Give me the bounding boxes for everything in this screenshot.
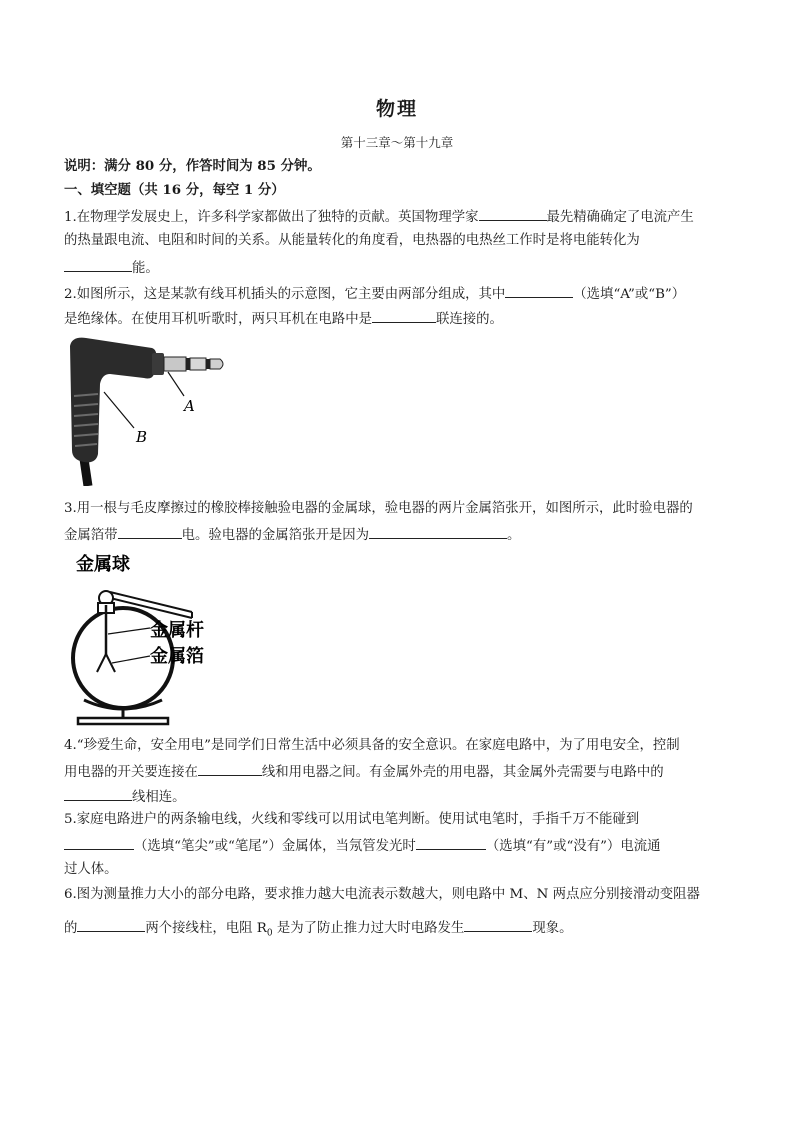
question-1-line-1: [64, 207, 694, 227]
q2-text-a: 2.如图所示，这是某款有线耳机插头的示意图，它主要由两部分组成，其中: [64, 287, 506, 302]
q2-text-b: （选填“A”或“B”）: [573, 287, 686, 302]
page-subtitle: 第十三章～第十九章: [340, 135, 454, 150]
q6-text-b: 两个接线柱，电阻 R: [145, 921, 267, 936]
q1-blank-1[interactable]: [479, 207, 547, 221]
question-6-line-2: [64, 918, 573, 943]
q2-blank-2[interactable]: [372, 309, 436, 323]
electroscope-ball-label: 金属球: [76, 554, 130, 575]
section-heading: 一、填空题（共 16 分，每空 1 分）: [64, 182, 285, 198]
q2-text-c: 是绝缘体。在使用耳机听歌时，两只耳机在电路中是: [64, 312, 372, 327]
q4-text-c: 线相连。: [132, 790, 186, 805]
question-3-line-1: 3.用一根与毛皮摩擦过的橡胶棒接触验电器的金属球，验电器的两片金属箔张开，如图所示，此时验电器的: [64, 501, 693, 516]
electroscope-rod-label: 金属杆: [150, 620, 204, 641]
question-6-line-1: 6.图为测量推力大小的部分电路，要求推力越大电流表示数越大，则电路中 M、N 两点应分别接滑动变阻器: [64, 887, 700, 902]
q1-text-c: 能。: [132, 261, 159, 276]
q3-blank-2[interactable]: [369, 525, 507, 539]
q6-blank-2[interactable]: [464, 918, 532, 932]
plug-label-b: B: [136, 428, 148, 446]
q4-blank-1[interactable]: [198, 762, 262, 776]
q4-text-b: 线和用电器之间。有金属外壳的用电器，其金属外壳需要与电路中的: [261, 765, 664, 780]
question-3-line-2: [64, 525, 520, 545]
q3-text-b: 电。验电器的金属箔张开是因为: [181, 528, 370, 543]
q6-blank-1[interactable]: [77, 918, 145, 932]
q1-text-a: 1.在物理学发展史上，许多科学家都做出了独特的贡献。英国物理学家: [64, 210, 479, 225]
question-4-line-3: [64, 787, 186, 807]
q3-blank-1[interactable]: [118, 525, 182, 539]
electroscope-foil-label: 金属箔: [150, 646, 204, 667]
headphone-plug-figure: [64, 334, 234, 486]
question-2-line-2: [64, 309, 503, 329]
q6-text-a: 的: [64, 921, 78, 936]
q4-text-a: 用电器的开关要连接在: [64, 765, 198, 780]
page-title: 物理: [375, 98, 418, 120]
q2-blank-1[interactable]: [505, 284, 573, 298]
q5-text-a: （选填“笔尖”或“笔尾”）金属体，当氖管发光时: [134, 839, 416, 854]
q6-text-d: 现象。: [532, 921, 573, 936]
question-1-line-2: 的热量跟电流、电阻和时间的关系。从能量转化的角度看，电热器的电热丝工作时是将电能转化为: [64, 233, 640, 248]
plug-label-a: A: [184, 397, 195, 415]
question-5-line-1: 5.家庭电路进户的两条输电线，火线和零线可以用试电笔判断。使用试电笔时，手指千万不能碰到: [64, 812, 640, 827]
q1-text-b: 最先精确确定了电流产生: [546, 210, 694, 225]
q5-text-b: （选填“有”或“没有”）电流通: [485, 839, 661, 854]
q5-blank-2[interactable]: [416, 836, 486, 850]
question-5-line-3: 过人体。: [64, 862, 118, 877]
question-1-line-3: [64, 258, 159, 278]
q2-text-d: 联连接的。: [435, 312, 503, 327]
q3-text-c: 。: [507, 528, 521, 543]
electroscope-figure: [64, 548, 234, 728]
q6-text-c: 是为了防止推力过大时电路发生: [272, 921, 465, 936]
q1-blank-2[interactable]: [64, 258, 132, 272]
q6-subscript: 0: [266, 928, 273, 939]
question-4-line-2: [64, 762, 664, 782]
q3-text-a: 金属箔带: [64, 528, 118, 543]
q5-blank-1[interactable]: [64, 836, 134, 850]
question-5-line-2: [64, 836, 661, 856]
q4-blank-2[interactable]: [64, 787, 132, 801]
question-4-line-1: 4.“珍爱生命，安全用电”是同学们日常生活中必须具备的安全意识。在家庭电路中，为了用电安全，控制: [64, 738, 680, 753]
question-2-line-1: [64, 284, 685, 304]
exam-instructions: 说明：满分 80 分，作答时间为 85 分钟。: [64, 158, 321, 174]
